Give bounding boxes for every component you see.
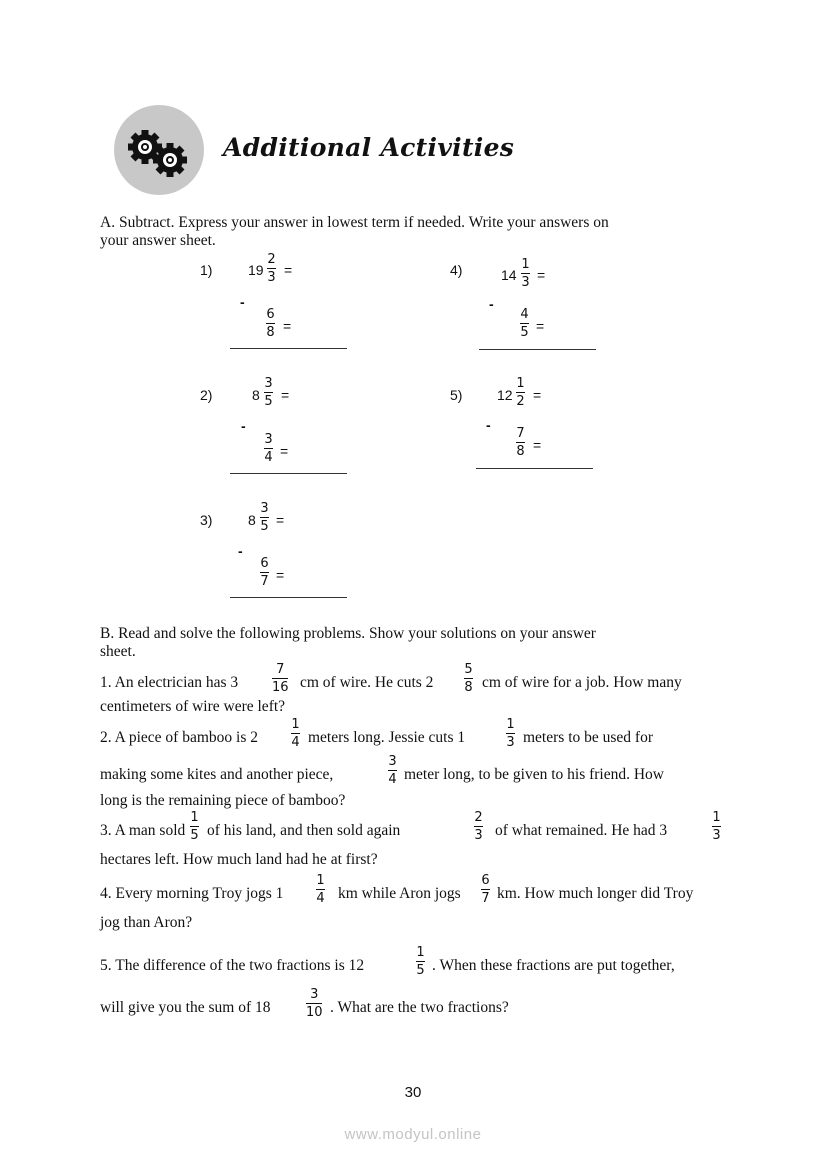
problem-text: meters long. Jessie cuts 1 xyxy=(308,729,466,746)
fraction: 1 4 xyxy=(291,717,300,751)
fraction: 1 4 xyxy=(316,873,325,907)
equals-sign: = xyxy=(537,267,546,283)
equals-sign: = xyxy=(283,318,292,334)
problem-label: 3) xyxy=(200,512,213,528)
equals-sign: = xyxy=(536,318,545,334)
problem-text: making some kites and another piece, xyxy=(100,766,334,783)
fraction: 1 3 xyxy=(506,717,515,751)
whole-number: 8 xyxy=(252,387,260,403)
fraction: 3 5 xyxy=(264,376,273,410)
problem-text: 3. A man sold xyxy=(100,822,186,839)
problem-text: hectares left. How much land had he at first? xyxy=(100,851,378,868)
fraction: 3 10 xyxy=(306,987,323,1021)
equals-sign: = xyxy=(276,512,285,528)
problem-text: of his land, and then sold again xyxy=(207,822,401,839)
fraction: 7 8 xyxy=(516,426,525,460)
answer-line xyxy=(476,468,593,469)
gears-icon xyxy=(114,105,204,195)
equals-sign: = xyxy=(280,443,289,459)
problem-label: 4) xyxy=(450,262,463,278)
whole-number: 8 xyxy=(248,512,256,528)
problem-label: 1) xyxy=(200,262,213,278)
problem-text: meters to be used for xyxy=(523,729,653,746)
fraction: 3 5 xyxy=(260,501,269,535)
problem-text: km. How much longer did Troy xyxy=(497,885,694,902)
fraction: 1 3 xyxy=(521,257,530,291)
equals-sign: = xyxy=(533,387,542,403)
section-b-instructions-cont: sheet. xyxy=(100,643,136,660)
fraction: 1 2 xyxy=(516,376,525,410)
section-b-instructions: B. Read and solve the following problems. Show your solutions on your answer xyxy=(100,625,596,642)
problem-text: 1. An electrician has 3 xyxy=(100,674,239,691)
equals-sign: = xyxy=(284,262,293,278)
problem-label: 2) xyxy=(200,387,213,403)
minus-sign: - xyxy=(489,296,494,312)
fraction: 3 4 xyxy=(264,432,273,466)
minus-sign: - xyxy=(238,543,243,559)
fraction: 1 3 xyxy=(712,810,721,844)
equals-sign: = xyxy=(276,567,285,583)
page-title: Additional Activities xyxy=(223,133,515,162)
problem-label: 5) xyxy=(450,387,463,403)
problem-text: 4. Every morning Troy jogs 1 xyxy=(100,885,284,902)
fraction: 6 7 xyxy=(481,873,490,907)
fraction: 5 8 xyxy=(464,662,473,696)
fraction: 2 3 xyxy=(267,252,276,286)
answer-line xyxy=(230,473,347,474)
problem-text: 5. The difference of the two fractions is 12 xyxy=(100,957,365,974)
problem-text: km while Aron jogs xyxy=(338,885,461,902)
fraction: 7 16 xyxy=(272,662,289,696)
section-a-instructions: A. Subtract. Express your answer in lowest term if needed. Write your answers on xyxy=(100,214,609,231)
problem-text: cm of wire for a job. How many xyxy=(482,674,682,691)
minus-sign: - xyxy=(241,418,246,434)
watermark: www.modyul.online xyxy=(344,1126,482,1143)
answer-line xyxy=(230,597,347,598)
problem-text: jog than Aron? xyxy=(100,914,193,931)
problem-text: 2. A piece of bamboo is 2 xyxy=(100,729,258,746)
equals-sign: = xyxy=(281,387,290,403)
page-number: 30 xyxy=(404,1084,422,1101)
section-a-instructions-cont: your answer sheet. xyxy=(100,232,216,249)
problem-text: cm of wire. He cuts 2 xyxy=(300,674,434,691)
equals-sign: = xyxy=(533,437,542,453)
minus-sign: - xyxy=(486,417,491,433)
minus-sign: - xyxy=(240,294,245,310)
whole-number: 19 xyxy=(248,262,264,278)
fraction: 1 5 xyxy=(190,810,199,844)
problem-text: long is the remaining piece of bamboo? xyxy=(100,792,346,809)
problem-text: centimeters of wire were left? xyxy=(100,698,286,715)
problem-text: meter long, to be given to his friend. How xyxy=(404,766,665,783)
fraction: 3 4 xyxy=(388,754,397,788)
answer-line xyxy=(230,348,347,349)
problem-text: . What are the two fractions? xyxy=(330,999,509,1016)
problem-text: of what remained. He had 3 xyxy=(495,822,668,839)
fraction: 2 3 xyxy=(474,810,483,844)
fraction: 1 5 xyxy=(416,945,425,979)
fraction: 6 7 xyxy=(260,556,269,590)
problem-text: . When these fractions are put together, xyxy=(432,957,675,974)
fraction: 6 8 xyxy=(266,307,275,341)
whole-number: 12 xyxy=(497,387,513,403)
fraction: 4 5 xyxy=(520,307,529,341)
problem-text: will give you the sum of 18 xyxy=(100,999,271,1016)
whole-number: 14 xyxy=(501,267,517,283)
answer-line xyxy=(479,349,596,350)
